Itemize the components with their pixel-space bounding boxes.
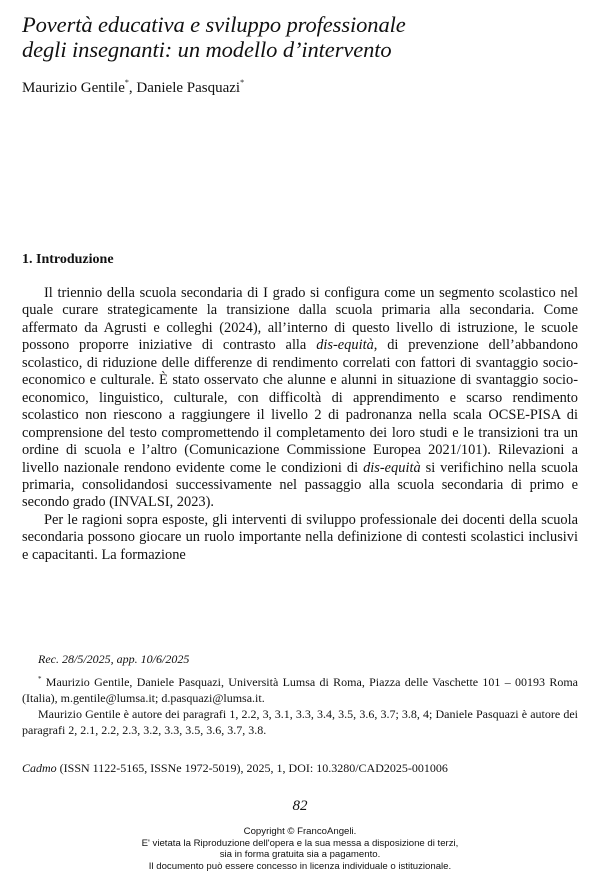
journal-details: (ISSN 1122-5165, ISSNe 1972-5019), 2025, 1, DOI: 10.3280/CAD2025-001006: [56, 761, 448, 775]
copyright-line: E' vietata la Riproduzione dell'opera e la sua messa a disposizione di terzi,: [141, 837, 459, 849]
footnote-marker: *: [38, 675, 42, 683]
article-body: [22, 285, 578, 564]
footnote: [22, 706, 578, 738]
footnote-text: Maurizio Gentile, Daniele Pasquazi, Università Lumsa di Roma, Piazza delle Vaschette 101 – 00193 Roma (Italia), m.gentile@lumsa.it; d.pasquazi@lumsa.it.: [22, 675, 578, 705]
author-name: Maurizio Gentile: [22, 80, 125, 96]
copyright-line: Il documento può essere concesso in licenza individuale o istituzionale.: [148, 860, 452, 872]
emphasized-term: dis-equità: [363, 459, 421, 476]
footnote: [22, 674, 578, 706]
article-title: [22, 12, 582, 62]
copyright-line: sia in forma gratuita sia a pagamento.: [219, 849, 381, 860]
received-date: Rec. 28/5/2025, app. 10/6/2025: [38, 652, 190, 666]
author-footnote-marker: *: [240, 78, 245, 87]
copyright-notice: [0, 826, 600, 872]
author-separator: ,: [128, 80, 137, 96]
paragraph-text: , di prevenzione dell’abbandono scolastico, di riduzione delle differenze di rendimento correlati con fattori di svantaggio socio-economico e culturale. È stato osservato che alunne e alunni in situazione di svantaggio socio-economico, linguistico, culturale, con difficoltà di apprendimento e scarso rendimento scolastico non riescono a raggiungere il livello 2 di padronanza nella scala OCSE-PISA di comprensione del testo compromettendo il completamento dei loro studi e le transizioni tra un ordine di scuola e l’altro (Comunicazione Commissione Europea 2021/101). Rilevazioni a livello nazionale rendono evidente come le condizioni di: [22, 337, 578, 476]
journal-name: Cadmo: [22, 761, 57, 775]
body-paragraph: [22, 512, 578, 564]
author-footnote-marker: *: [124, 78, 129, 87]
copyright-line: Copyright © FrancoAngeli.: [243, 826, 357, 837]
paragraph-text: Per le ragioni sopra esposte, gli interventi di sviluppo professionale dei docenti della scuola secondaria possono giocare un ruolo importante nella definizione di contesti scolastici inclusivi e capacitanti. La formazione: [22, 511, 578, 563]
author-list: [22, 78, 244, 98]
footnotes: [22, 674, 578, 738]
journal-citation: [22, 760, 578, 776]
body-paragraph: [22, 285, 578, 512]
emphasized-term: dis-equità: [316, 337, 374, 354]
paragraph-text: Il triennio della scuola secondaria di I grado si configura come un segmento scolastico nel quale curare strategicamente la transizione dalla scuola primaria alla secondaria. Come affermato da Agrusti e colleghi (2024), all’interno di questo livello di istruzione, le scuole possono proporre iniziative di contrasto alla: [22, 285, 578, 354]
article-title-line-2: degli insegnanti: un modello d’intervento: [22, 37, 392, 62]
footnote-text: Maurizio Gentile è autore dei paragrafi 1, 2.2, 3, 3.1, 3.3, 3.4, 3.5, 3.6, 3.7; 3.8, 4; Daniele Pasquazi è autore dei paragrafi 2, 2.1, 2.2, 2.3, 3.2, 3.3, 3.5, 3.6, 3.7, 3.8.: [22, 707, 578, 737]
article-title-line-1: Povertà educativa e sviluppo professionale: [22, 12, 406, 37]
author-name: Daniele Pasquazi: [136, 80, 241, 96]
section-heading: 1. Introduzione: [22, 252, 114, 267]
paragraph-text: si verifichino nella scuola primaria, consolidandosi successivamente nel passaggio alla scuola secondaria di primo e secondo grado (INVALSI, 2023).: [22, 459, 578, 511]
page-number: 82: [292, 798, 308, 814]
